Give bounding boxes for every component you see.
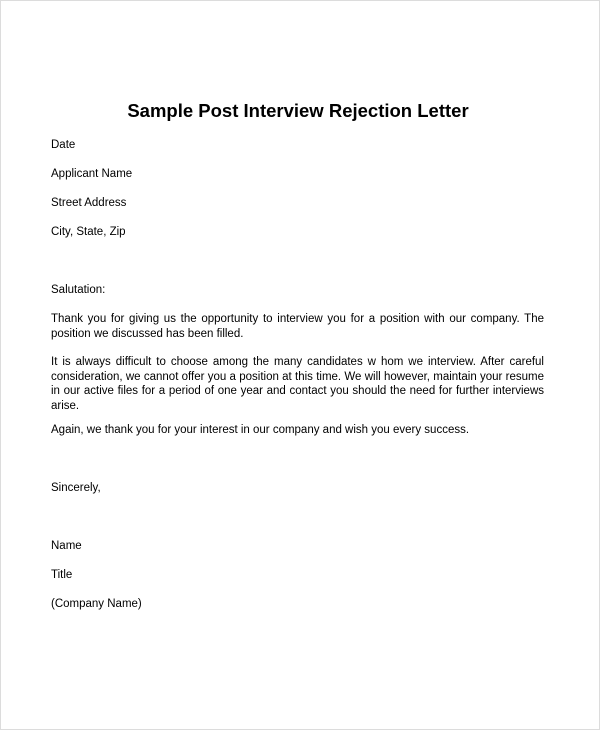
street-address-line: Street Address	[51, 197, 127, 209]
closing-line: Sincerely,	[51, 482, 101, 494]
letter-title: Sample Post Interview Rejection Letter	[127, 100, 469, 121]
sender-title-line: Title	[51, 569, 73, 581]
body-paragraph-3: Again, we thank you for your interest in our company and wish you every success.	[51, 424, 470, 436]
date-line: Date	[51, 139, 76, 151]
applicant-name-line: Applicant Name	[51, 168, 133, 180]
salutation-line: Salutation:	[51, 284, 106, 296]
company-name-line: (Company Name)	[51, 598, 142, 610]
sender-name-line: Name	[51, 540, 82, 552]
body-paragraph-2: It is always difficult to choose among the many candidates w hom we interview. After careful consideration, we cannot offer you a position at this time. We will however, maintain your resume in our active files for a period of one year and contact you should the need for further interviews arise.	[51, 356, 544, 412]
city-state-zip-line: City, State, Zip	[51, 226, 126, 238]
body-paragraph-1: Thank you for giving us the opportunity to interview you for a position with our company. The position we discussed has been filled.	[51, 313, 544, 340]
